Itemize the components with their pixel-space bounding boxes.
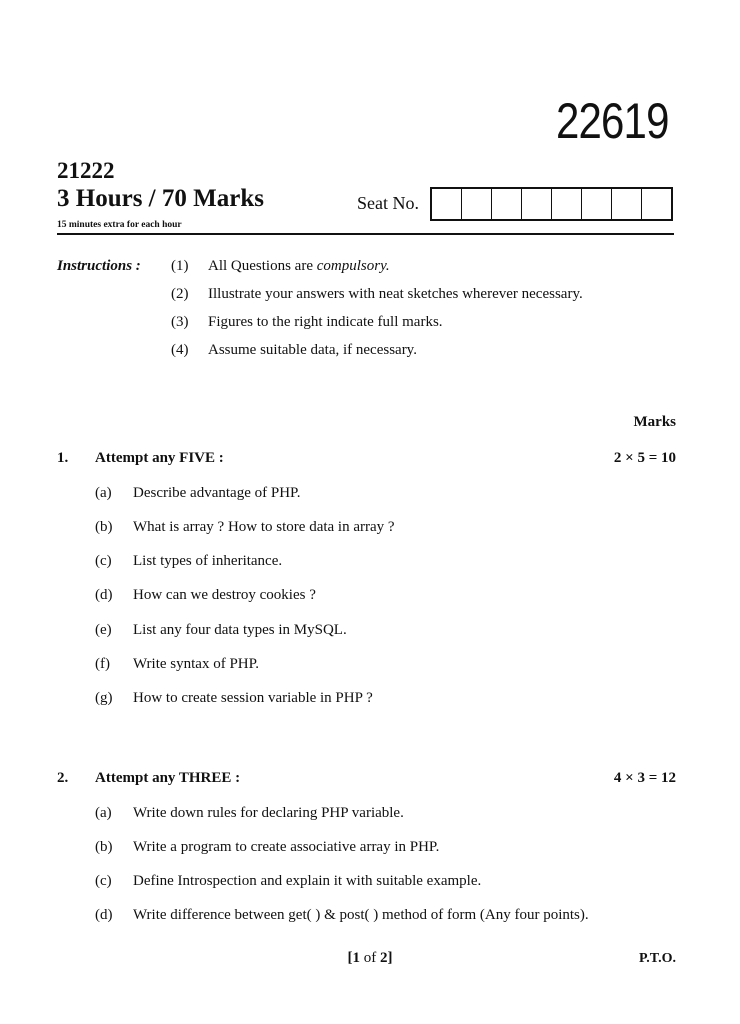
question-title: Attempt any THREE : [95,770,241,786]
header-divider [57,233,674,235]
seat-box [642,189,671,219]
please-turn-over: P.T.O. [639,951,676,966]
subquestion-label: (b) [95,839,113,855]
subquestion-text: Write syntax of PHP. [133,656,260,672]
subquestion-text: How can we destroy cookies ? [133,587,316,603]
extra-time-note: 15 minutes extra for each hour [57,220,182,230]
instruction-text: Figures to the right indicate full marks. [208,314,443,330]
subquestion-label: (d) [95,587,113,603]
seat-box [462,189,492,219]
marks-heading: Marks [633,414,676,430]
instruction-number: (2) [171,286,189,302]
subquestion-label: (e) [95,622,112,638]
instruction-number: (3) [171,314,189,330]
subquestion-label: (d) [95,907,113,923]
subquestion-label: (a) [95,485,112,501]
seat-number-label: Seat No. [357,193,419,213]
seat-box [552,189,582,219]
subquestion-text: Define Introspection and explain it with suitable example. [133,873,482,889]
page-number: [1 of 2] [347,950,393,966]
subquestion-text: Write down rules for declaring PHP variable. [133,805,404,821]
instruction-emphasis: compulsory. [316,258,390,274]
instructions-label: Instructions : [57,258,141,274]
subquestion-label: (b) [95,519,113,535]
question-marks: 4 × 3 = 12 [613,770,676,786]
subquestion-label: (g) [95,690,113,706]
subquestion-label: (c) [95,873,112,889]
question-marks: 2 × 5 = 10 [613,450,676,466]
subquestion-text: Write difference between get( ) & post( ) method of form (Any four points). [133,907,589,923]
seat-box [432,189,462,219]
subquestion-text: Describe advantage of PHP. [133,485,301,501]
subquestion-label: (a) [95,805,112,821]
question-title: Attempt any FIVE : [95,450,224,466]
subquestion-text: List any four data types in MySQL. [133,622,347,638]
seat-box [522,189,552,219]
subquestion-text: How to create session variable in PHP ? [133,690,373,706]
question-number: 1. [57,450,69,466]
seat-number-boxes [430,187,673,221]
instruction-number: (4) [171,342,189,358]
seat-box [612,189,642,219]
subquestion-label: (f) [95,656,110,672]
instruction-text: All Questions are compulsory. [208,258,390,274]
subquestion-text: What is array ? How to store data in array ? [133,519,395,535]
instruction-number: (1) [171,258,189,274]
question-number: 2. [57,770,69,786]
seat-box [582,189,612,219]
duration-marks: 3 Hours / 70 Marks [57,185,264,212]
seat-box [492,189,522,219]
instruction-text: Illustrate your answers with neat sketches wherever necessary. [208,286,583,302]
subquestion-text: List types of inheritance. [133,553,283,569]
subquestion-label: (c) [95,553,112,569]
instruction-text: Assume suitable data, if necessary. [208,342,417,358]
subquestion-text: Write a program to create associative array in PHP. [133,839,440,855]
paper-code: 22619 [556,93,669,149]
exam-code: 21222 [57,158,115,183]
